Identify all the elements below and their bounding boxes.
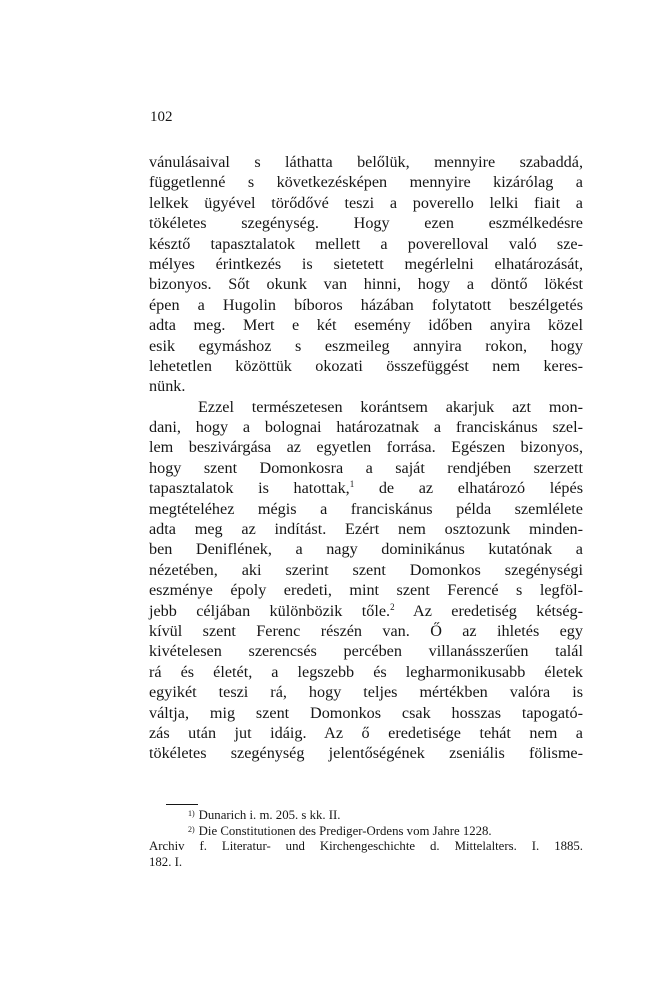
text-line: rá és életét, a legszebb és legharmonikusabb életek bbox=[149, 662, 583, 681]
line-text: jebb céljában különbözik tőle. bbox=[149, 601, 391, 620]
text-line bbox=[149, 601, 583, 621]
footnote-divider bbox=[166, 804, 198, 805]
footnote-mark: 2) bbox=[188, 825, 195, 834]
footnote-2-continuation: 182. I. bbox=[149, 855, 183, 869]
text-line: ben Deniflének, a nagy dominikánus kutatónak a bbox=[149, 540, 583, 559]
text-line: lelkek ügyével törődővé teszi a poverello lelki fiait a bbox=[149, 193, 583, 212]
text-line: nünk. bbox=[149, 377, 186, 396]
footnote-2-continuation: Archiv f. Literatur- und Kirchengeschichte d. Mittelalters. I. 1885. bbox=[149, 839, 583, 853]
text-line: eszménye époly eredeti, mint szent Ferencé s legföl- bbox=[149, 581, 583, 600]
text-line: épen a Hugolin bíboros házában folytatott beszélgetés bbox=[149, 295, 583, 314]
line-text: de az elhatározó lépés bbox=[354, 479, 583, 498]
text-line: dani, hogy a bolognai határozatnak a franciskánus szel- bbox=[149, 418, 583, 437]
page-number: 102 bbox=[150, 109, 173, 125]
text-line: esik egymáshoz s eszmeileg annyira rokon, hogy bbox=[149, 336, 583, 355]
footnote-text: Die Constitutionen des Prediger-Ordens vom Jahre 1228. bbox=[198, 824, 492, 838]
line-text: tapasztalatok is hatottak, bbox=[149, 479, 350, 498]
paragraph-1 bbox=[149, 152, 583, 397]
text-line: késztő tapasztalatok mellett a poverelloval való sze- bbox=[149, 234, 583, 253]
text-line: nézetében, aki szerint szent Domonkos szegénységi bbox=[149, 560, 583, 579]
footnote-text: Dunarich i. m. 205. s kk. II. bbox=[198, 808, 341, 822]
text-line: váltja, mig szent Domonkos csak hosszas tapogató- bbox=[149, 703, 583, 722]
footnotes bbox=[149, 806, 583, 870]
text-line: kívül szent Ferenc részén van. Ő az ihletés egy bbox=[149, 621, 583, 640]
footnote-2 bbox=[149, 822, 583, 838]
text-line: tökéletes szegénység. Hogy ezen eszmélkedésre bbox=[149, 214, 583, 233]
text-line: függetlenné s következésképen mennyire kizárólag a bbox=[149, 173, 583, 192]
footnote-ref-1[interactable]: 1 bbox=[349, 479, 355, 490]
text-line: mélyes érintkezés is sietetett megérlelni elhatározását, bbox=[149, 254, 583, 273]
text-line: lem beszivárgása az egyetlen forrása. Egészen bizonyos, bbox=[149, 438, 583, 457]
footnote-mark: 1) bbox=[188, 809, 195, 818]
text-line: adta meg az indítást. Ezért nem osztozunk minden- bbox=[149, 520, 583, 539]
text-line: zás után jut idáig. Az ő eredetisége tehát nem a bbox=[149, 723, 583, 742]
text-line: egyikét teszi rá, hogy teljes mértékben valóra is bbox=[149, 683, 583, 702]
paragraph-2 bbox=[149, 397, 583, 764]
text-line: lehetetlen közöttük okozati összefüggést nem keres- bbox=[149, 356, 583, 375]
text-line: megtételéhez mégis a franciskánus példa szemlélete bbox=[149, 499, 583, 518]
text-line: bizonyos. Sőt okunk van hinni, hogy a döntő lökést bbox=[149, 275, 583, 294]
text-line: kivételesen szerencsés percében villanásszerűen talál bbox=[149, 642, 583, 661]
text-line: hogy szent Domonkosra a saját rendjében szerzett bbox=[149, 458, 583, 477]
footnote-1 bbox=[149, 806, 583, 822]
body-text bbox=[149, 152, 583, 764]
text-line bbox=[149, 478, 583, 498]
text-line: Ezzel természetesen korántsem akarjuk azt mon- bbox=[198, 397, 583, 416]
footnote-ref-2[interactable]: 2 bbox=[390, 601, 395, 612]
text-line: vánulásaival s láthatta belőlük, mennyire szabaddá, bbox=[149, 153, 583, 171]
text-line: tökéletes szegénység jelentőségének zseniális fölisme- bbox=[149, 744, 583, 763]
line-text: Az eredetiség kétség- bbox=[394, 601, 584, 620]
text-line: adta meg. Mert e két esemény időben anyira közel bbox=[149, 316, 583, 335]
